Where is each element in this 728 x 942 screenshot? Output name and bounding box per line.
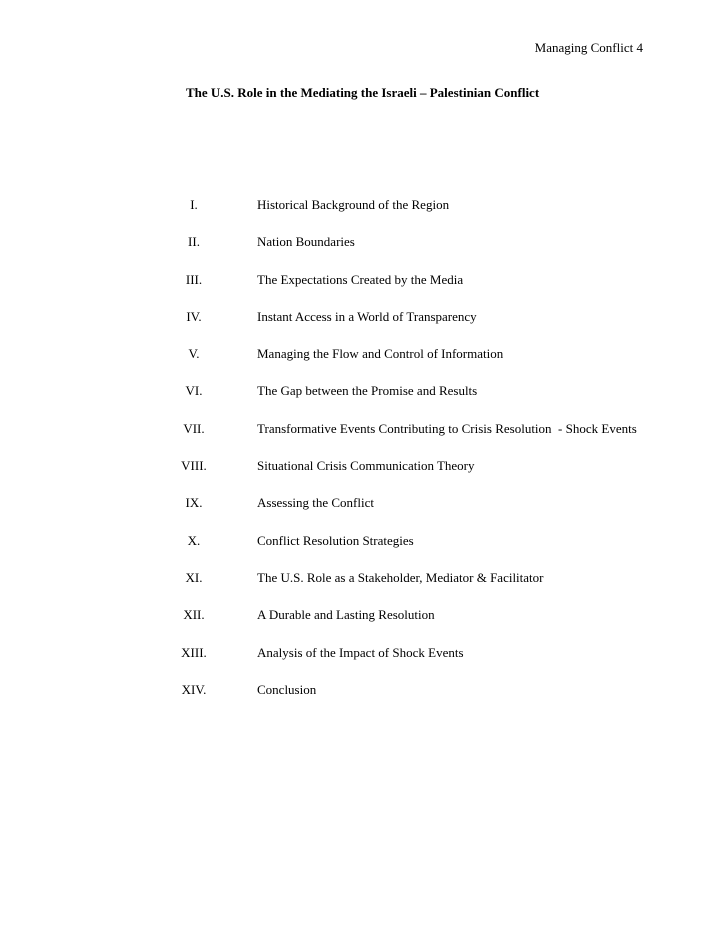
toc-item-number: VII. <box>183 420 205 436</box>
toc-item-label: Historical Background of the Region <box>257 197 450 212</box>
toc-item-label: Transformative Events Contributing to Crisis Resolution - Shock Events <box>257 420 637 436</box>
toc-item-number: III. <box>185 271 203 287</box>
toc-item-number: II. <box>188 234 200 250</box>
toc-item-number: VI. <box>185 383 203 399</box>
toc-item <box>170 271 670 308</box>
toc-item <box>170 532 670 569</box>
table-of-contents <box>170 196 670 718</box>
toc-item-label: Nation Boundaries <box>257 234 355 250</box>
toc-item-label: Instant Access in a World of Transparency <box>257 308 477 324</box>
toc-item-number: XIII. <box>181 644 207 660</box>
toc-item-number: IV. <box>186 308 202 324</box>
toc-item-label: Conclusion <box>257 681 317 697</box>
toc-item-number: I. <box>190 197 198 212</box>
toc-item-label: The Expectations Created by the Media <box>257 271 464 287</box>
toc-item <box>170 644 670 681</box>
document-title: The U.S. Role in the Mediating the Israeli – Palestinian Conflict <box>186 85 540 100</box>
toc-item <box>170 382 670 419</box>
toc-item-number: V. <box>188 346 200 362</box>
toc-item-number: XIV. <box>181 681 207 697</box>
toc-item-label: Managing the Flow and Control of Information <box>257 346 504 362</box>
toc-item-number: X. <box>187 532 201 548</box>
toc-item-number: XI. <box>185 569 203 585</box>
toc-item <box>170 494 670 531</box>
toc-item <box>170 569 670 606</box>
toc-item <box>170 345 670 382</box>
toc-item-label: Assessing the Conflict <box>257 495 374 511</box>
toc-item-label: Analysis of the Impact of Shock Events <box>257 644 464 660</box>
toc-item <box>170 420 670 457</box>
toc-item-label: Conflict Resolution Strategies <box>257 532 414 548</box>
toc-item-label: Situational Crisis Communication Theory <box>257 458 475 474</box>
toc-item-label: The U.S. Role as a Stakeholder, Mediator & Facilitator <box>257 569 544 585</box>
toc-item-number: VIII. <box>181 458 207 474</box>
toc-item <box>170 308 670 345</box>
running-header: Managing Conflict 4 <box>534 40 643 55</box>
toc-item <box>170 233 670 270</box>
toc-item <box>170 681 670 718</box>
toc-item-number: XII. <box>183 607 205 623</box>
toc-item-label: The Gap between the Promise and Results <box>257 383 478 399</box>
toc-item <box>170 196 670 233</box>
toc-item <box>170 457 670 494</box>
toc-item-number: IX. <box>185 495 203 511</box>
toc-item-label: A Durable and Lasting Resolution <box>257 607 435 623</box>
toc-item <box>170 606 670 643</box>
